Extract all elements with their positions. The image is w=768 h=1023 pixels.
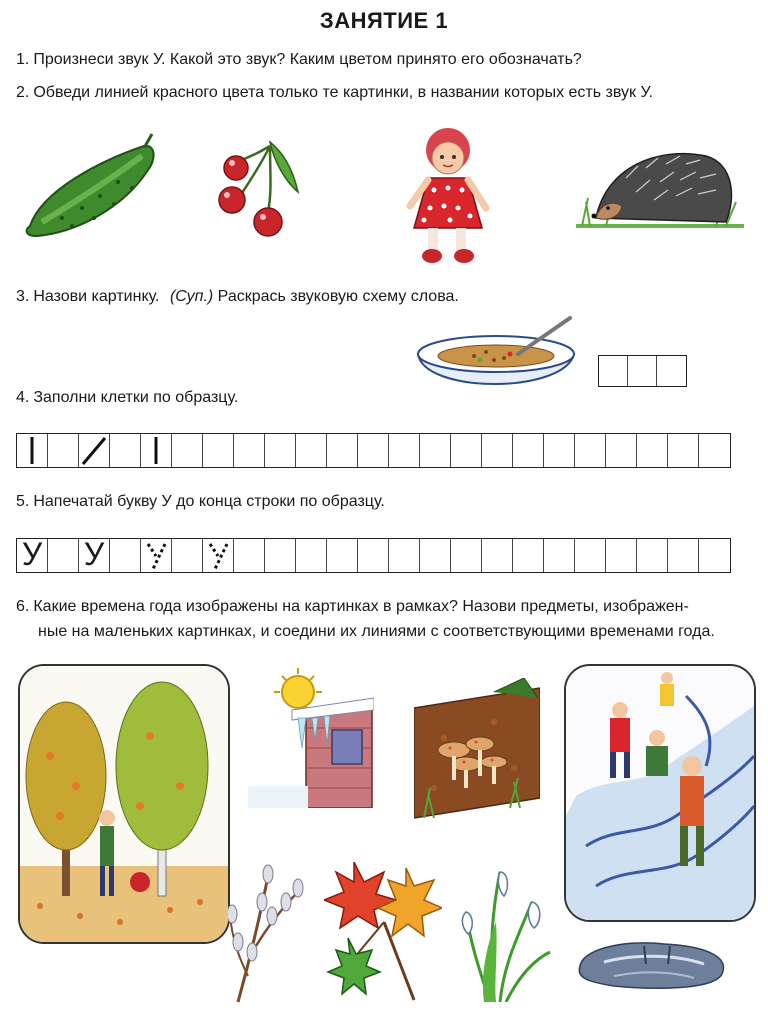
sample-letter: У xyxy=(83,536,105,572)
task-3 xyxy=(16,287,459,307)
grid-cell[interactable] xyxy=(110,434,141,467)
grid-cell[interactable] xyxy=(296,539,327,572)
task-number: 4. xyxy=(16,389,30,406)
task-5 xyxy=(16,492,385,512)
grid-cell[interactable] xyxy=(451,434,482,467)
task-text: Назови картинку. xyxy=(33,288,160,305)
task-text: Заполни клетки по образцу. xyxy=(33,389,239,406)
grid-cell[interactable] xyxy=(420,434,451,467)
task-number: 5. xyxy=(16,493,30,510)
task-1 xyxy=(16,50,582,70)
grid-cell[interactable] xyxy=(575,434,606,467)
grid-cell[interactable] xyxy=(606,539,637,572)
grid-cell[interactable] xyxy=(544,539,575,572)
soup-bowl-picture[interactable] xyxy=(414,314,580,404)
grid-cell[interactable] xyxy=(482,434,513,467)
cherries-picture[interactable] xyxy=(212,132,308,242)
grid-cell[interactable] xyxy=(513,434,544,467)
puddle-picture[interactable] xyxy=(574,936,730,992)
sample-letter: У xyxy=(21,536,43,572)
winter-ice-picture[interactable] xyxy=(564,664,756,922)
task-hint: (Суп.) xyxy=(169,288,214,305)
task-number: 1. xyxy=(16,51,30,68)
grid-cell[interactable] xyxy=(637,539,668,572)
grid-cell[interactable] xyxy=(420,539,451,572)
sample-slanted-stroke xyxy=(79,434,110,467)
willow-branch-picture[interactable] xyxy=(228,856,308,1004)
grid-cell[interactable] xyxy=(48,434,79,467)
task-number: 2. xyxy=(16,84,30,101)
grid-cell[interactable] xyxy=(699,434,730,467)
page-title: ЗАНЯТИЕ 1 xyxy=(319,8,449,33)
task-text: Напечатай букву У до конца строки по образцу. xyxy=(33,493,385,510)
grid-cell[interactable] xyxy=(327,539,358,572)
grid-cell[interactable] xyxy=(637,434,668,467)
grid-cell[interactable] xyxy=(265,434,296,467)
grid-cell[interactable] xyxy=(606,434,637,467)
grid-cell[interactable] xyxy=(172,539,203,572)
grid-cell[interactable] xyxy=(203,539,234,572)
task-6-line2: ные на маленьких картинках, и соедини их линиями с соответствующими временами года. xyxy=(38,623,715,640)
grid-cell[interactable] xyxy=(668,539,699,572)
dotted-letter-trace xyxy=(203,539,234,572)
grid-cell[interactable] xyxy=(203,434,234,467)
task-text: Обведи линией красного цвета только те картинки, в названии которых есть звук У. xyxy=(33,84,653,101)
grid-cell[interactable] xyxy=(358,539,389,572)
grid-cell[interactable] xyxy=(265,539,296,572)
grid-cell[interactable] xyxy=(699,539,730,572)
sample-vertical-stroke xyxy=(17,434,48,467)
grid-cell[interactable] xyxy=(513,539,544,572)
grid-cell[interactable] xyxy=(296,434,327,467)
task-number: 3. xyxy=(16,288,30,305)
grid-cell[interactable] xyxy=(48,539,79,572)
grid-cell[interactable] xyxy=(544,434,575,467)
hedgehog-picture[interactable] xyxy=(576,138,744,232)
grid-cell[interactable] xyxy=(172,434,203,467)
task-text: Какие времена года изображены на картинках в рамках? Назови предметы, изображен- xyxy=(33,598,689,615)
grid-cell[interactable] xyxy=(668,434,699,467)
grid-cell[interactable] xyxy=(327,434,358,467)
copy-cells-row[interactable] xyxy=(16,433,731,468)
grid-cell[interactable] xyxy=(79,434,110,467)
scheme-cell[interactable] xyxy=(657,356,686,386)
dotted-letter-trace xyxy=(141,539,172,572)
grid-cell[interactable] xyxy=(234,539,265,572)
task-number: 6. xyxy=(16,598,30,615)
grid-cell[interactable] xyxy=(79,536,110,572)
grid-cell[interactable] xyxy=(17,536,48,572)
grid-cell[interactable] xyxy=(141,434,172,467)
scheme-cell[interactable] xyxy=(628,356,657,386)
grid-cell[interactable] xyxy=(575,539,606,572)
task-text: Произнеси звук У. Какой это звук? Каким цветом принято его обозначать? xyxy=(33,51,582,68)
doll-picture[interactable] xyxy=(398,128,498,268)
grid-cell[interactable] xyxy=(234,434,265,467)
cucumber-picture[interactable] xyxy=(22,130,158,242)
task-4 xyxy=(16,388,238,408)
task-text: Раскрась звуковую схему слова. xyxy=(217,288,459,305)
sample-vertical-stroke xyxy=(141,434,172,467)
scheme-cell[interactable] xyxy=(599,356,628,386)
sound-scheme[interactable] xyxy=(598,355,687,387)
task-2 xyxy=(16,83,653,103)
letter-cells-row[interactable] xyxy=(16,538,731,573)
grid-cell[interactable] xyxy=(389,434,420,467)
spring-icicles-picture[interactable] xyxy=(248,668,374,808)
grid-cell[interactable] xyxy=(358,434,389,467)
maple-leaves-picture[interactable] xyxy=(324,862,442,1002)
mushrooms-picture[interactable] xyxy=(414,678,540,824)
grid-cell[interactable] xyxy=(110,539,141,572)
autumn-park-picture[interactable] xyxy=(18,664,230,944)
grid-cell[interactable] xyxy=(482,539,513,572)
task-6 xyxy=(16,597,689,617)
grid-cell[interactable] xyxy=(451,539,482,572)
snowdrops-picture[interactable] xyxy=(460,862,556,1002)
grid-cell[interactable] xyxy=(389,539,420,572)
grid-cell[interactable] xyxy=(17,434,48,467)
grid-cell[interactable] xyxy=(141,539,172,572)
